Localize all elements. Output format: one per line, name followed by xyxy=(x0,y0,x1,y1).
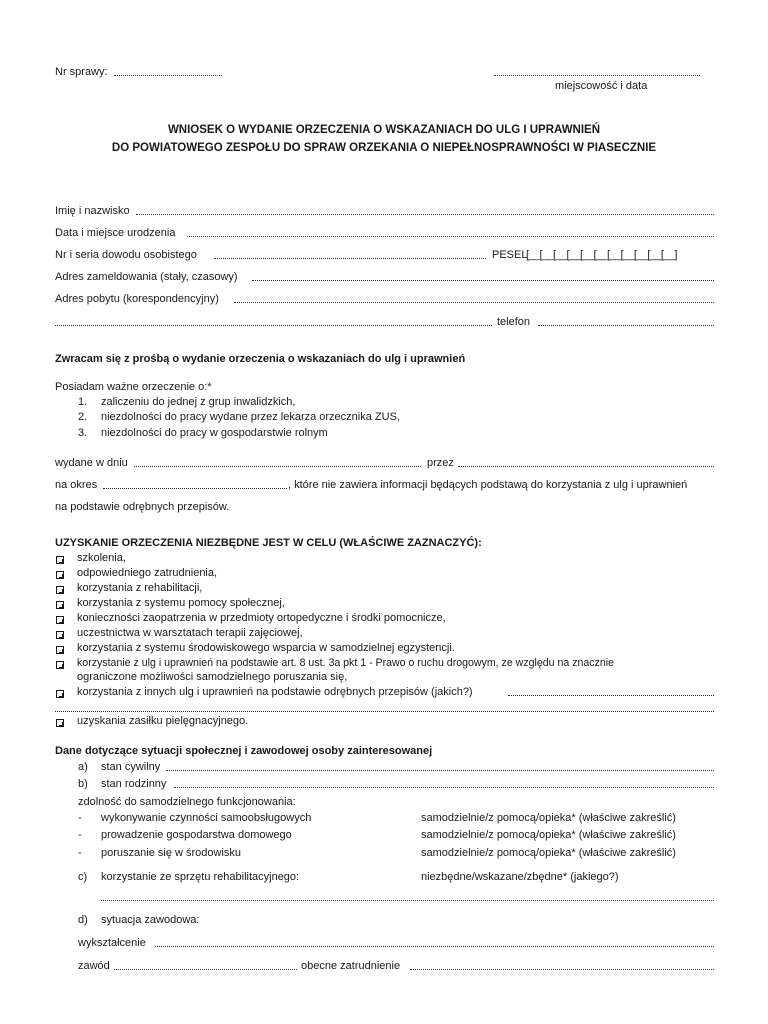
basis-line: na podstawie odrębnych przepisów. xyxy=(55,501,230,513)
pesel-boxes[interactable]: [__[__[__[__[__[__[__[__[__[__[__] xyxy=(526,249,677,261)
list-item-number: 1. xyxy=(78,396,88,408)
period-label: na okres xyxy=(55,479,98,491)
employment-field[interactable] xyxy=(410,969,714,970)
education-field[interactable] xyxy=(155,946,714,947)
issued-by-field[interactable] xyxy=(458,466,714,467)
purpose-option-continued: ograniczone możliwości samodzielnego poruszania się, xyxy=(77,671,348,683)
pesel-label: PESEL xyxy=(492,249,528,261)
item-letter: b) xyxy=(78,778,88,790)
purpose-option: konieczności zaopatrzenia w przedmioty ortopedyczne i środki pomocnicze, xyxy=(77,612,446,624)
purpose-option: odpowiedniego zatrudnienia, xyxy=(77,567,218,579)
form-title-line1: WNIOSEK O WYDANIE ORZECZENIA O WSKAZANIACH DO ULG I UPRAWNIEŃ xyxy=(167,124,601,136)
id-label: Nr i seria dowodu osobistego xyxy=(55,249,197,261)
residence-field[interactable] xyxy=(234,302,714,303)
social-heading: Dane dotyczące sytuacji społecznej i zawodowej osoby zainteresowanej xyxy=(55,745,433,757)
ability-row-label: wykonywanie czynności samoobsługowych xyxy=(101,812,312,824)
purpose-option: korzystania z systemu pomocy społecznej, xyxy=(77,597,285,609)
purpose-option: korzystanie z ulg i uprawnień na podstawie art. 8 ust. 3a pkt 1 - Prawo o ruchu drogowym, ze względu na znacznie xyxy=(77,657,615,669)
birth-field[interactable] xyxy=(187,236,714,237)
item-letter: a) xyxy=(78,761,88,773)
phone-field[interactable] xyxy=(538,325,714,326)
purpose-option: szkolenia, xyxy=(77,552,126,564)
checkbox-icon[interactable] xyxy=(56,616,64,624)
checkbox-icon[interactable] xyxy=(56,571,64,579)
period-rest: , które nie zawiera informacji będących podstawą do korzystania z ulg i uprawnień xyxy=(288,479,688,491)
issued-date-field[interactable] xyxy=(134,466,421,467)
period-field[interactable] xyxy=(103,488,287,489)
birth-label: Data i miejsce urodzenia xyxy=(55,227,176,239)
ability-row-label: poruszanie się w środowisku xyxy=(101,847,242,859)
list-item: zaliczeniu do jednej z grup inwalidzkich, xyxy=(101,396,296,408)
purpose-heading: UZYSKANIE ORZECZENIA NIEZBĘDNE JEST W CELU (WŁAŚCIWE ZAZNACZYĆ): xyxy=(55,537,482,549)
ability-label: zdolność do samodzielnego funkcjonowania: xyxy=(78,796,296,808)
marital-status-label: stan cywilny xyxy=(101,761,161,773)
education-label: wykształcenie xyxy=(78,937,146,949)
have-certificate-label: Posiadam ważne orzeczenie o:* xyxy=(55,381,212,393)
case-number-field[interactable] xyxy=(114,75,222,76)
dash: - xyxy=(78,829,82,841)
checkbox-icon[interactable] xyxy=(56,601,64,609)
family-status-label: stan rodzinny xyxy=(101,778,167,790)
checkbox-icon[interactable] xyxy=(56,661,64,669)
item-letter: c) xyxy=(78,871,88,883)
list-item-number: 3. xyxy=(78,427,88,439)
purpose-option: korzystania z innych ulg i uprawnień na podstawie odrębnych przepisów (jakich?) xyxy=(77,686,473,698)
other-reliefs-field[interactable] xyxy=(508,695,714,696)
place-date-caption: miejscowość i data xyxy=(555,80,648,92)
issued-label: wydane w dniu xyxy=(55,457,128,469)
name-label: Imię i nazwisko xyxy=(55,205,130,217)
employment-label: obecne zatrudnienie xyxy=(301,960,401,972)
checkbox-icon[interactable] xyxy=(56,556,64,564)
rehab-equipment-value[interactable]: niezbędne/wskazane/zbędne* (jakiego?) xyxy=(421,871,619,883)
family-status-field[interactable] xyxy=(174,787,714,788)
checkbox-icon[interactable] xyxy=(56,690,64,698)
purpose-option: korzystania z systemu środowiskowego wsparcia w samodzielnej egzystencji. xyxy=(77,642,455,654)
address-label: Adres zameldowania (stały, czasowy) xyxy=(55,271,238,283)
issued-by-label: przez xyxy=(427,457,454,469)
phone-label: telefon xyxy=(497,316,531,328)
checkbox-icon[interactable] xyxy=(56,719,64,727)
id-field[interactable] xyxy=(214,258,486,259)
marital-status-field[interactable] xyxy=(166,770,714,771)
rehab-equipment-field[interactable] xyxy=(101,900,714,901)
place-date-field[interactable] xyxy=(494,75,700,76)
request-heading: Zwracam się z prośbą o wydanie orzeczenia o wskazaniach do ulg i uprawnień xyxy=(55,353,466,365)
ability-row-value[interactable]: samodzielnie/z pomocą/opieka* (właściwe zakreślić) xyxy=(421,829,676,841)
checkbox-icon[interactable] xyxy=(56,646,64,654)
name-field[interactable] xyxy=(136,214,714,215)
ability-row-value[interactable]: samodzielnie/z pomocą/opieka* (właściwe zakreślić) xyxy=(421,847,676,859)
purpose-option: uzyskania zasiłku pielęgnacyjnego. xyxy=(77,715,249,727)
list-item-number: 2. xyxy=(78,411,88,423)
residence-label: Adres pobytu (korespondencyjny) xyxy=(55,293,219,305)
purpose-option: uczestnictwa w warsztatach terapii zajęciowej, xyxy=(77,627,303,639)
dash: - xyxy=(78,812,82,824)
work-situation-label: sytuacja zawodowa: xyxy=(101,914,200,926)
profession-field[interactable] xyxy=(114,969,297,970)
ability-row-value[interactable]: samodzielnie/z pomocą/opieka* (właściwe zakreślić) xyxy=(421,812,676,824)
form-title-line2: DO POWIATOWEGO ZESPOŁU DO SPRAW ORZEKANIA O NIEPEŁNOSPRAWNOŚCI W PIASECZNIE xyxy=(111,142,657,154)
list-item: niezdolności do pracy w gospodarstwie rolnym xyxy=(101,427,328,439)
checkbox-icon[interactable] xyxy=(56,631,64,639)
case-number-label: Nr sprawy: xyxy=(55,66,108,78)
address-field[interactable] xyxy=(252,280,714,281)
rehab-equipment-label: korzystanie ze sprzętu rehabilitacyjnego: xyxy=(101,871,300,883)
dash: - xyxy=(78,847,82,859)
list-item: niezdolności do pracy wydane przez lekarza orzecznika ZUS, xyxy=(101,411,400,423)
checkbox-icon[interactable] xyxy=(56,586,64,594)
ability-row-label: prowadzenie gospodarstwa domowego xyxy=(101,829,292,841)
profession-label: zawód xyxy=(78,960,110,972)
other-reliefs-field-continued[interactable] xyxy=(55,711,714,712)
purpose-option: korzystania z rehabilitacji, xyxy=(77,582,203,594)
item-letter: d) xyxy=(78,914,88,926)
residence-field-continued[interactable] xyxy=(55,325,492,326)
